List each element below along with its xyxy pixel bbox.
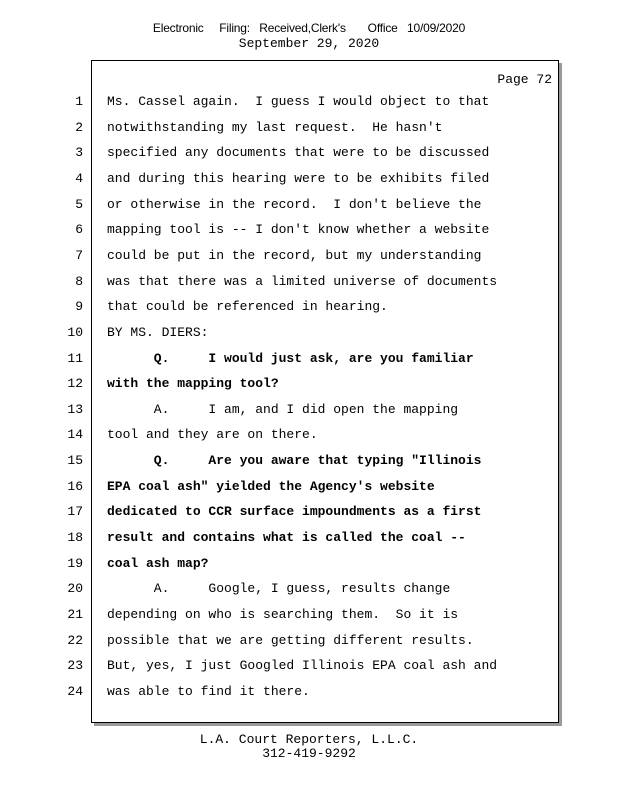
line-text: dedicated to CCR surface impoundments as a first [107, 504, 482, 520]
line-text: coal ash map? [107, 555, 209, 571]
line-number: 15 [67, 453, 83, 469]
line-number: 19 [67, 555, 83, 571]
transcript-line [0, 581, 560, 601]
line-number: 22 [67, 632, 83, 648]
line-text: and during this hearing were to be exhibits filed [107, 170, 490, 186]
transcript-line [0, 427, 560, 447]
line-number: 5 [75, 196, 83, 212]
line-text: could be put in the record, but my understanding [107, 247, 482, 263]
transcript-line [0, 351, 560, 371]
transcript-line [0, 504, 560, 524]
transcript-line [0, 376, 560, 396]
line-number: 3 [75, 145, 83, 161]
line-text: depending on who is searching them. So it is [107, 607, 459, 622]
line-number: 4 [75, 170, 83, 186]
line-text: Q. I would just ask, are you familiar [107, 350, 474, 366]
transcript-line [0, 325, 560, 345]
line-text: result and contains what is called the coal -- [107, 530, 466, 546]
line-number: 21 [67, 607, 83, 622]
transcript-line [0, 479, 560, 499]
line-number: 6 [75, 222, 83, 238]
line-text: was able to find it there. [107, 683, 310, 699]
transcript-line [0, 453, 560, 473]
transcript-line [0, 120, 560, 140]
transcript-line [0, 171, 560, 191]
line-text: specified any documents that were to be discussed [107, 145, 490, 161]
transcript-line [0, 530, 560, 550]
transcript-line [0, 633, 560, 653]
transcript-line [0, 299, 560, 319]
transcript-line [0, 222, 560, 242]
transcript-line [0, 248, 560, 268]
line-text: Q. Are you aware that typing "Illinois [107, 453, 482, 469]
transcript-line [0, 145, 560, 165]
line-text: A. Google, I guess, results change [107, 581, 451, 597]
transcript-line [0, 607, 560, 627]
line-text: that could be referenced in hearing. [107, 299, 388, 315]
line-text: BY MS. DIERS: [107, 324, 209, 340]
line-number: 8 [75, 273, 83, 289]
line-number: 17 [67, 504, 83, 520]
transcript-line [0, 274, 560, 294]
transcript-line [0, 94, 560, 114]
line-number: 9 [75, 299, 83, 315]
line-text: A. I am, and I did open the mapping [107, 401, 459, 417]
line-text: was that there was a limited universe of documents [107, 273, 498, 289]
transcript-line [0, 658, 560, 678]
line-number: 14 [67, 427, 83, 443]
line-number: 13 [67, 401, 83, 417]
line-number: 18 [67, 530, 83, 546]
line-number: 10 [67, 324, 83, 340]
transcript-line [0, 197, 560, 217]
page-number: Page 72 [497, 72, 552, 87]
line-text: tool and they are on there. [107, 427, 318, 443]
line-number: 11 [67, 350, 83, 366]
line-number: 12 [67, 376, 83, 392]
transcript-line [0, 556, 560, 576]
line-text: Ms. Cassel again. I guess I would object to that [107, 94, 490, 109]
reporter-phone: 312-419-9292 [262, 746, 356, 761]
filing-stamp: Electronic Filing: Received,Clerk's Office 10/09/2020 [152, 21, 466, 35]
line-number: 1 [75, 94, 83, 109]
line-text: EPA coal ash" yielded the Agency's website [107, 478, 435, 494]
reporter-company: L.A. Court Reporters, L.L.C. [199, 732, 419, 747]
line-text: notwithstanding my last request. He hasn't [107, 119, 443, 135]
line-text: possible that we are getting different results. [107, 632, 474, 648]
line-number: 7 [75, 247, 83, 263]
transcript-line [0, 402, 560, 422]
line-text: mapping tool is -- I don't know whether a website [107, 222, 490, 238]
line-text: or otherwise in the record. I don't believe the [107, 196, 482, 212]
transcript-date: September 29, 2020 [238, 36, 380, 51]
line-number: 2 [75, 119, 83, 135]
line-text: with the mapping tool? [107, 376, 279, 392]
line-number: 20 [67, 581, 83, 597]
page-footer [0, 733, 618, 761]
line-number: 16 [67, 478, 83, 494]
line-text: But, yes, I just Googled Illinois EPA coal ash and [107, 658, 498, 674]
transcript-line [0, 684, 560, 704]
line-number: 24 [67, 683, 83, 699]
line-number: 23 [67, 658, 83, 674]
